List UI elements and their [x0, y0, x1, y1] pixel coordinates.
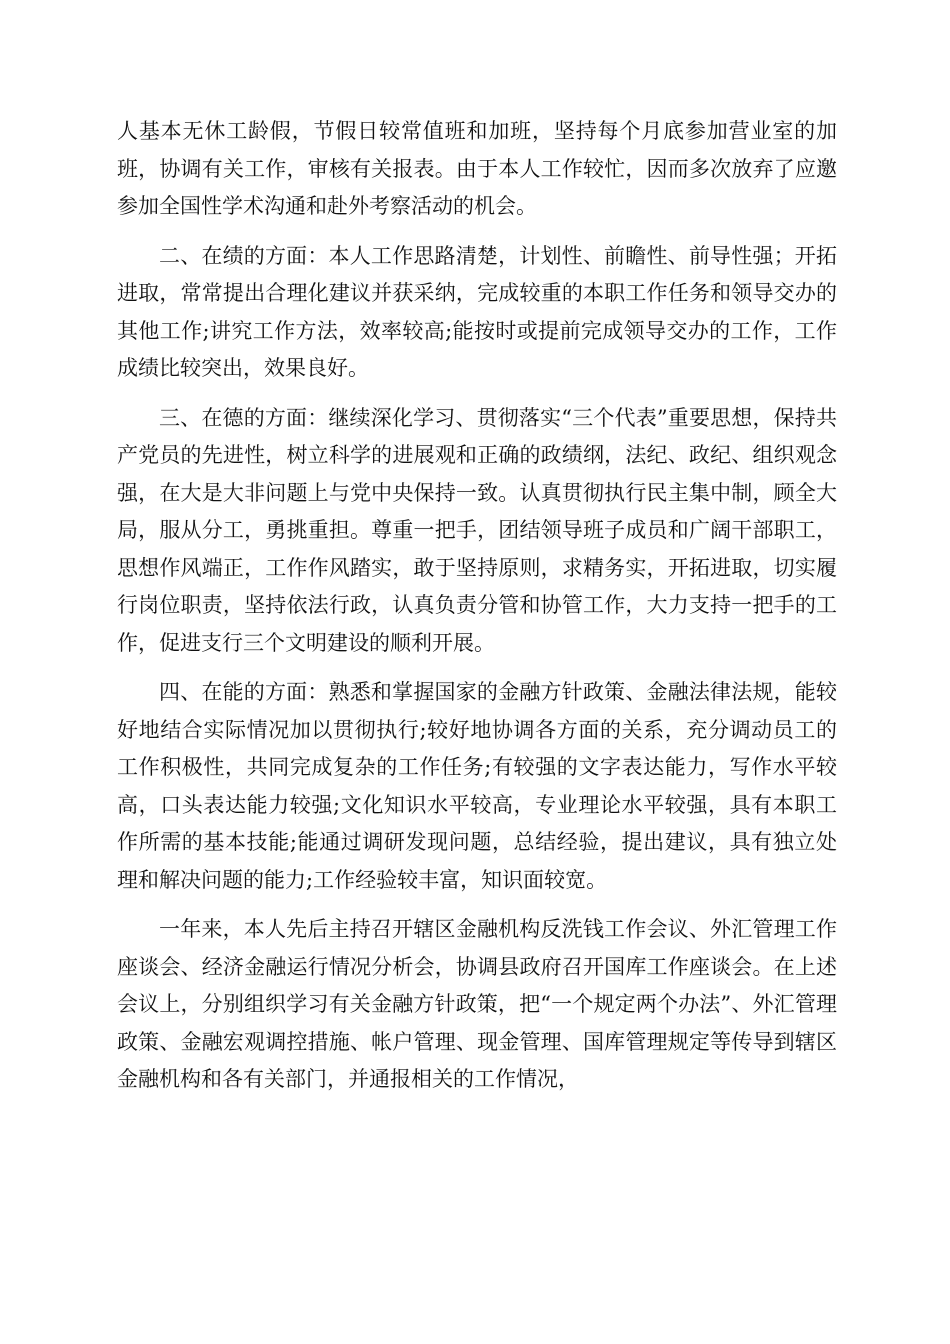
document-body	[117, 113, 837, 1111]
paragraph-year-summary: 一年来，本人先后主持召开辖区金融机构反洗钱工作会议、外汇管理工作座谈会、经济金融运行情况分析会，协调县政府召开国库工作座谈会。在上述会议上，分别组织学习有关金融方针政策，把“一个规定两个办法”、外汇管理政策、金融宏观调控措施、帐户管理、现金管理、国库管理规定等传导到辖区金融机构和各有关部门，并通报相关的工作情况，	[117, 917, 837, 1091]
paragraph-continuation: 人基本无休工龄假，节假日较常值班和加班，坚持每个月底参加营业室的加班，协调有关工作，审核有关报表。由于本人工作较忙，因而多次放弃了应邀参加全国性学术沟通和赴外考察活动的机会。	[117, 119, 837, 218]
paragraph-ability: 四、在能的方面：熟悉和掌握国家的金融方针政策、金融法律法规，能较好地结合实际情况加以贯彻执行;较好地协调各方面的关系，充分调动员工的工作积极性，共同完成复杂的工作任务;有较强的文字表达能力，写作水平较高，口头表达能力较强;文化知识水平较高，专业理论水平较强，具有本职工作所需的基本技能;能通过调研发现问题，总结经验，提出建议，具有独立处理和解决问题的能力;工作经验较丰富，知识面较宽。	[117, 680, 837, 892]
paragraph-morality: 三、在德的方面：继续深化学习、贯彻落实“三个代表”重要思想，保持共产党员的先进性，树立科学的进展观和正确的政绩纲，法纪、政纪、组织观念强，在大是大非问题上与党中央保持一致。认真贯彻执行民主集中制，顾全大局，服从分工，勇挑重担。尊重一把手，团结领导班子成员和广阔干部职工，思想作风端正，工作作风踏实，敢于坚持原则，求精务实，开拓进取，切实履行岗位职责，坚持依法行政，认真负责分管和协管工作，大力支持一把手的工作，促进支行三个文明建设的顺利开展。	[117, 405, 837, 655]
paragraph-performance: 二、在绩的方面：本人工作思路清楚，计划性、前瞻性、前导性强；开拓进取，常常提出合理化建议并获采纳，完成较重的本职工作任务和领导交办的其他工作;讲究工作方法，效率较高;能按时或提前完成领导交办的工作，工作成绩比较突出，效果良好。	[117, 243, 837, 380]
